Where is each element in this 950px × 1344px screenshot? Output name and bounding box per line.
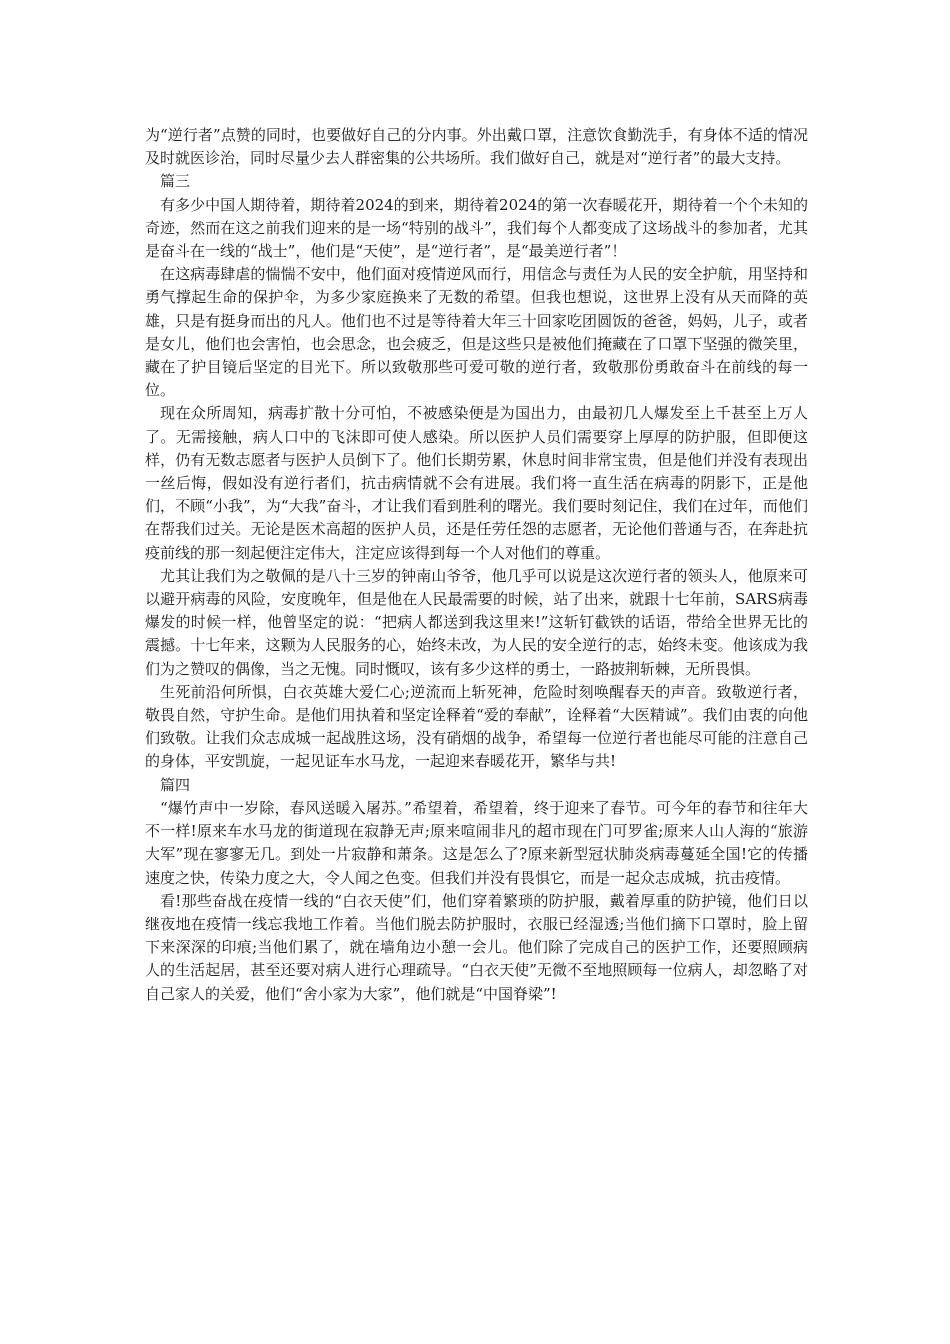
document-page <box>145 124 808 1006</box>
paragraph: 尤其让我们为之敬佩的是八十三岁的钟南山爷爷，他几乎可以说是这次逆行者的领头人，他原来可以避开病毒的风险，安度晚年，但是他在人民最需要的时候，站了出来，就跟十七年前，SARS病毒爆发的时候一样，他曾坚定的说：“把病人都送到我这里来!”这斩钉截铁的话语，带给全世界无比的震撼。十七年来，这颗为人民服务的心，始终未改，为人民的安全逆行的志，始终未变。他该成为我们为之赞叹的偶像，当之无愧。同时慨叹，该有多少这样的勇士，一路披荆斩棘，无所畏惧。 <box>145 566 808 678</box>
paragraph: 现在众所周知，病毒扩散十分可怕，不被感染便是为国出力，由最初几人爆发至上千甚至上万人了。无需接触，病人口中的飞沫即可使人感染。所以医护人员们需要穿上厚厚的防护服，但即便这样，仍有无数志愿者与医护人员倒下了。他们长期劳累，休息时间非常宝贵，但是他们并没有表现出一丝后悔，假如没有逆行者们，抗击病情就不会有进展。我们将一直生活在病毒的阴影下，正是他们，不顾“小我”，为“大我”奋斗，才让我们看到胜利的曙光。我们要时刻记住，我们在过年，而他们在帮我们过关。无论是医术高超的医护人员，还是任劳任怨的志愿者，无论他们普通与否，在奔赴抗疫前线的那一刻起便注定伟大，注定应该得到每一个人对他们的尊重。 <box>145 404 808 562</box>
paragraph: 生死前沿何所惧，白衣英雄大爱仁心;逆流而上斩死神，危险时刻唤醒春天的声音。致敬逆行者，敬畏自然，守护生命。是他们用执着和坚定诠释着“爱的奉献”，诠释着“大医精诚”。我们由衷的向他们致敬。让我们众志成城一起战胜这场，没有硝烟的战争，希望每一位逆行者也能尽可能的注意自己的身体，平安凯旋，一起见证车水马龙，一起迎来春暖花开，繁华与共! <box>145 682 808 771</box>
paragraph: “爆竹声中一岁除，春风送暖入屠苏。”希望着，希望着，终于迎来了春节。可今年的春节和往年大不一样!原来车水马龙的街道现在寂静无声;原来喧闹非凡的超市现在门可罗雀;原来人山人海的“旅游大军”现在寥寥无几。到处一片寂静和萧条。这是怎么了?原来新型冠状肺炎病毒蔓延全国!它的传播速度之快，传染力度之大，令人闻之色变。但我们并没有畏惧它，而是一起众志成城，抗击疫情。 <box>145 798 808 887</box>
section-heading: 篇三 <box>160 172 191 191</box>
paragraph: 为“逆行者”点赞的同时，也要做好自己的分内事。外出戴口罩，注意饮食勤洗手，有身体不适的情况及时就医诊治，同时尽量少去人群密集的公共场所。我们做好自己，就是对“逆行者”的最大支持。 <box>145 126 808 168</box>
paragraph: 看!那些奋战在疫情一线的“白衣天使”们，他们穿着繁琐的防护服，戴着厚重的防护镜，他们日以继夜地在疫情一线忘我地工作着。当他们脱去防护服时，衣服已经湿透;当他们摘下口罩时，脸上留下来深深的印痕;当他们累了，就在墙角边小憩一会儿。他们除了完成自己的医护工作，还要照顾病人的生活起居，甚至还要对病人进行心理疏导。“白衣天使”无微不至地照顾每一位病人，却忽略了对自己家人的关爱，他们“舍小家为大家”，他们就是“中国脊梁”! <box>145 891 808 1003</box>
paragraph: 有多少中国人期待着，期待着2024的到来，期待着2024的第一次春暖花开，期待着一个个未知的奇迹，然而在这之前我们迎来的是一场“特别的战斗”，我们每个人都变成了这场战斗的参加者，尤其是奋斗在一线的“战士”，他们是“天使”，是“逆行者”，是“最美逆行者”！ <box>145 195 808 261</box>
section-heading: 篇四 <box>160 775 191 794</box>
paragraph: 在这病毒肆虐的惴惴不安中，他们面对疫情逆风而行，用信念与责任为人民的安全护航，用坚持和勇气撑起生命的保护伞，为多少家庭换来了无数的希望。但我也想说，这世界上没有从天而降的英雄，只是有挺身而出的凡人。他们也不过是等待着大年三十回家吃团圆饭的爸爸，妈妈，儿子，或者是女儿，他们也会害怕，也会思念，也会疲乏，但是这些只是被他们掩藏在了口罩下坚强的微笑里，藏在了护目镜后坚定的目光下。所以致敬那些可爱可敬的逆行者，致敬那份勇敢奋斗在前线的每一位。 <box>145 265 808 400</box>
